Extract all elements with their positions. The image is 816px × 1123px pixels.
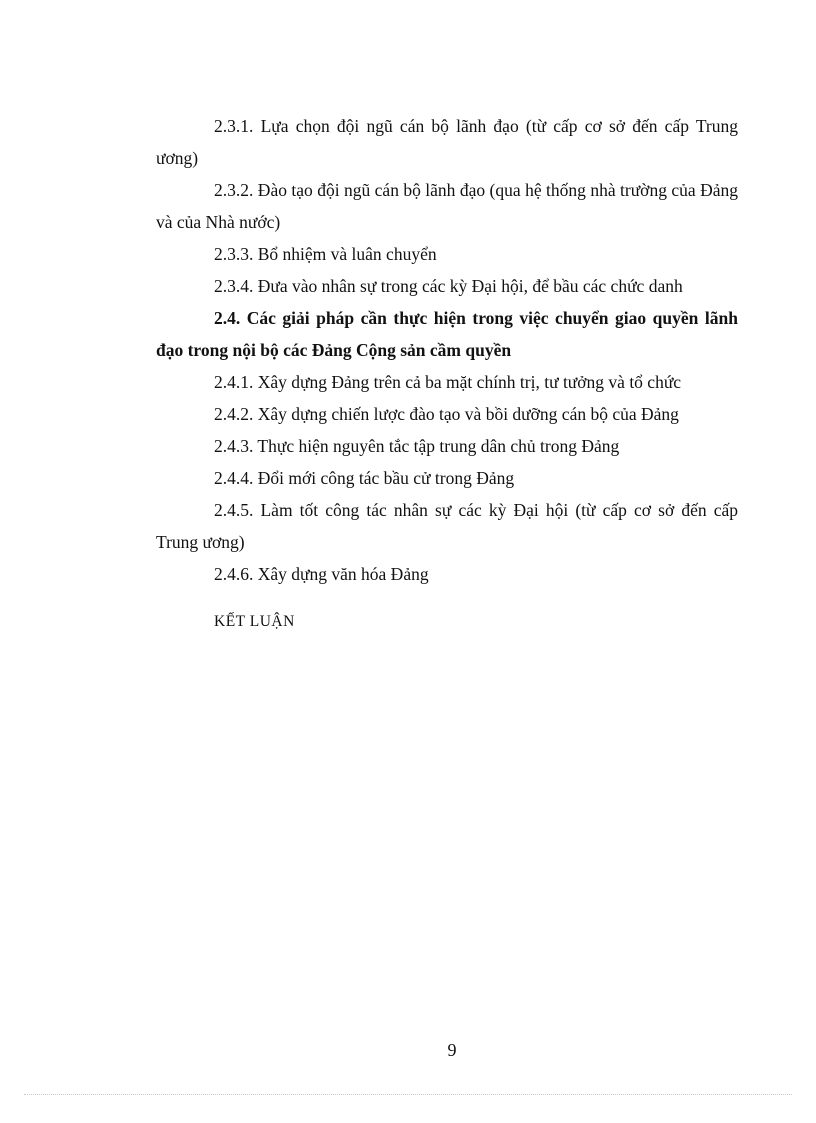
page-bottom-divider xyxy=(24,1094,792,1095)
page-number: 9 xyxy=(447,1040,457,1060)
toc-entry-2-4-2: 2.4.2. Xây dựng chiến lược đào tạo và bồi dưỡng cán bộ của Đảng xyxy=(214,404,679,424)
table-of-contents xyxy=(156,110,738,638)
toc-entry-2-4-5: 2.4.5. Làm tốt công tác nhân sự các kỳ Đại hội (từ cấp cơ sở đến cấp Trung ương) xyxy=(156,500,738,552)
toc-entry-2-3-3: 2.3.3. Bổ nhiệm và luân chuyển xyxy=(214,244,437,264)
toc-entry-2-4-1: 2.4.1. Xây dựng Đảng trên cả ba mặt chính trị, tư tưởng và tổ chức xyxy=(214,372,682,392)
toc-entry-2-4-6: 2.4.6. Xây dựng văn hóa Đảng xyxy=(214,564,429,584)
toc-entry-2-3-4: 2.3.4. Đưa vào nhân sự trong các kỳ Đại hội, để bầu các chức danh xyxy=(214,276,683,296)
toc-entry-2-3-1: 2.3.1. Lựa chọn đội ngũ cán bộ lãnh đạo (từ cấp cơ sở đến cấp Trung ương) xyxy=(156,116,738,168)
toc-entry-2-3-2: 2.3.2. Đào tạo đội ngũ cán bộ lãnh đạo (qua hệ thống nhà trường của Đảng và của Nhà nước) xyxy=(156,180,738,232)
toc-entry-2-4-3: 2.4.3. Thực hiện nguyên tắc tập trung dân chủ trong Đảng xyxy=(214,436,620,456)
toc-entry-2-4-4: 2.4.4. Đổi mới công tác bầu cử trong Đảng xyxy=(214,468,515,488)
conclusion-heading: KẾT LUẬN xyxy=(214,613,295,630)
toc-section-2-4: 2.4. Các giải pháp cần thực hiện trong việc chuyển giao quyền lãnh đạo trong nội bộ các Đảng Cộng sản cầm quyền xyxy=(156,308,738,360)
